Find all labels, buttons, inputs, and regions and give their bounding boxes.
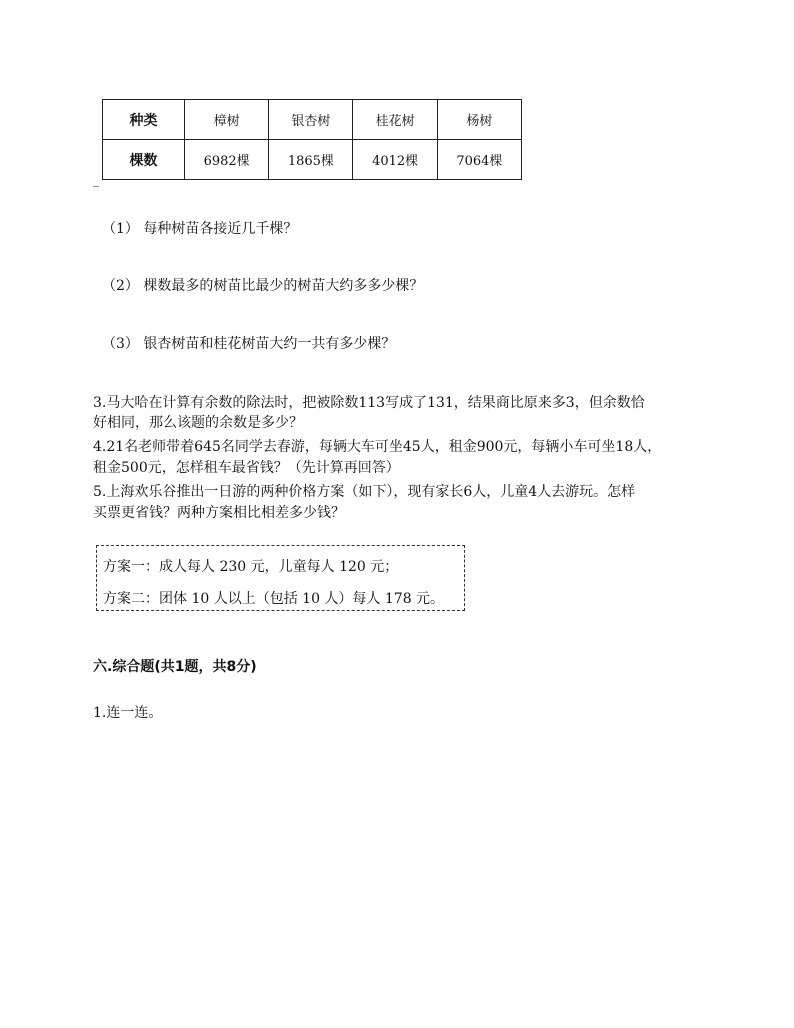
table-cell: 杨树 [437,100,521,140]
table-cell: 4012棵 [353,140,437,180]
table-cell: 樟树 [184,100,268,140]
table-row [103,100,522,140]
problem-4-line-2: 租金500元，怎样租车最省钱？（先计算再回答） [93,460,400,476]
plan-one: 方案一：成人每人 230 元，儿童每人 120 元； [103,559,399,575]
tree-count-table [102,99,522,180]
question-3: （3） 银杏树苗和桂花树苗大约一共有多少棵？ [102,336,396,352]
table-cell: 银杏树 [269,100,353,140]
plan-two: 方案二：团体 10 人以上（包括 10 人）每人 178 元。 [103,591,445,607]
table-cell: 6982棵 [184,140,268,180]
problem-5-line-2: 买票更省钱？两种方案相比相差多少钱？ [93,505,345,521]
table-cell: 7064棵 [437,140,521,180]
price-plan-box [96,545,465,611]
problem-5-line-1: 5.上海欢乐谷推出一日游的两种价格方案（如下），现有家长6人，儿童4人去游玩。怎样 [93,484,636,500]
problem-3-line-1: 3.马大哈在计算有余数的除法时，把被除数113写成了131，结果商比原来多3，但余数恰 [93,395,645,411]
problem-4-line-1: 4.21名老师带着645名同学去春游，每辆大车可坐45人，租金900元，每辆小车可坐18人， [93,439,662,455]
section-title: 六.综合题(共1题，共8分) [93,659,257,675]
problem-3-line-2: 好相同，那么该题的余数是多少？ [93,415,303,431]
table-header-species: 种类 [103,100,185,140]
underscore-mark: _ [93,173,99,187]
table-cell: 桂花树 [353,100,437,140]
section-question-1: 1.连一连。 [93,705,163,721]
question-1: （1） 每种树苗各接近几千棵？ [102,221,298,237]
table-cell: 1865棵 [269,140,353,180]
question-2: （2） 棵数最多的树苗比最少的树苗大约多多少棵？ [102,278,424,294]
table-header-count: 棵数 [103,140,185,180]
table-row [103,140,522,180]
